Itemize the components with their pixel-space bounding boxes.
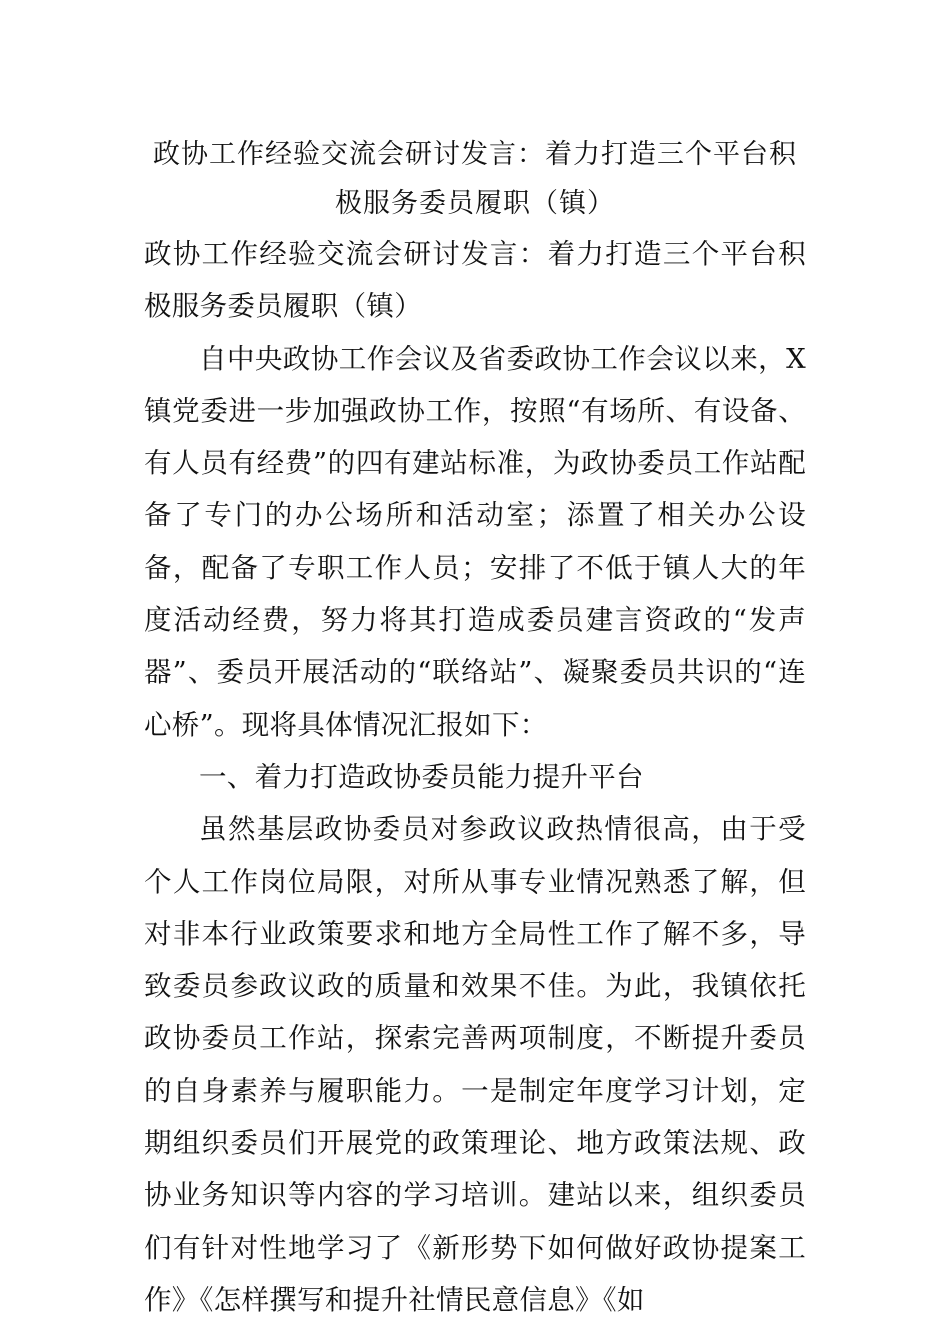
document-title: 政协工作经验交流会研讨发言：着力打造三个平台积极服务委员履职（镇） (153, 139, 797, 219)
section-heading-1: 一、着力打造政协委员能力提升平台 (199, 760, 644, 793)
document-body (144, 228, 806, 1326)
intro-paragraph: 自中央政协工作会议及省委政协工作会议以来，X镇党委进一步加强政协工作，按照“有场所、有设备、有人员有经费”的四有建站标准，为政协委员工作站配备了专门的办公场所和活动室；添置了相关办公设备，配备了专职工作人员；安排了不低于镇人大的年度活动经费，努力将其打造成委员建言资政的“发声器”、委员开展活动的“联络站”、凝聚委员共识的“连心桥”。现将具体情况汇报如下： (144, 342, 806, 741)
repeated-title-paragraph: 政协工作经验交流会研讨发言：着力打造三个平台积极服务委员履职（镇） (144, 238, 806, 323)
section-1-paragraph: 虽然基层政协委员对参政议政热情很高，由于受个人工作岗位局限，对所从事专业情况熟悉了解，但对非本行业政策要求和地方全局性工作了解不多，导致委员参政议政的质量和效果不佳。为此，我镇依托政协委员工作站，探索完善两项制度，不断提升委员的自身素养与履职能力。一是制定年度学习计划，定期组织委员们开展党的政策理论、地方政策法规、政协业务知识等内容的学习培训。建站以来，组织委员们有针对性地学习了《新形势下如何做好政协提案工作》《怎样撰写和提升社情民意信息》《如 (144, 813, 806, 1316)
